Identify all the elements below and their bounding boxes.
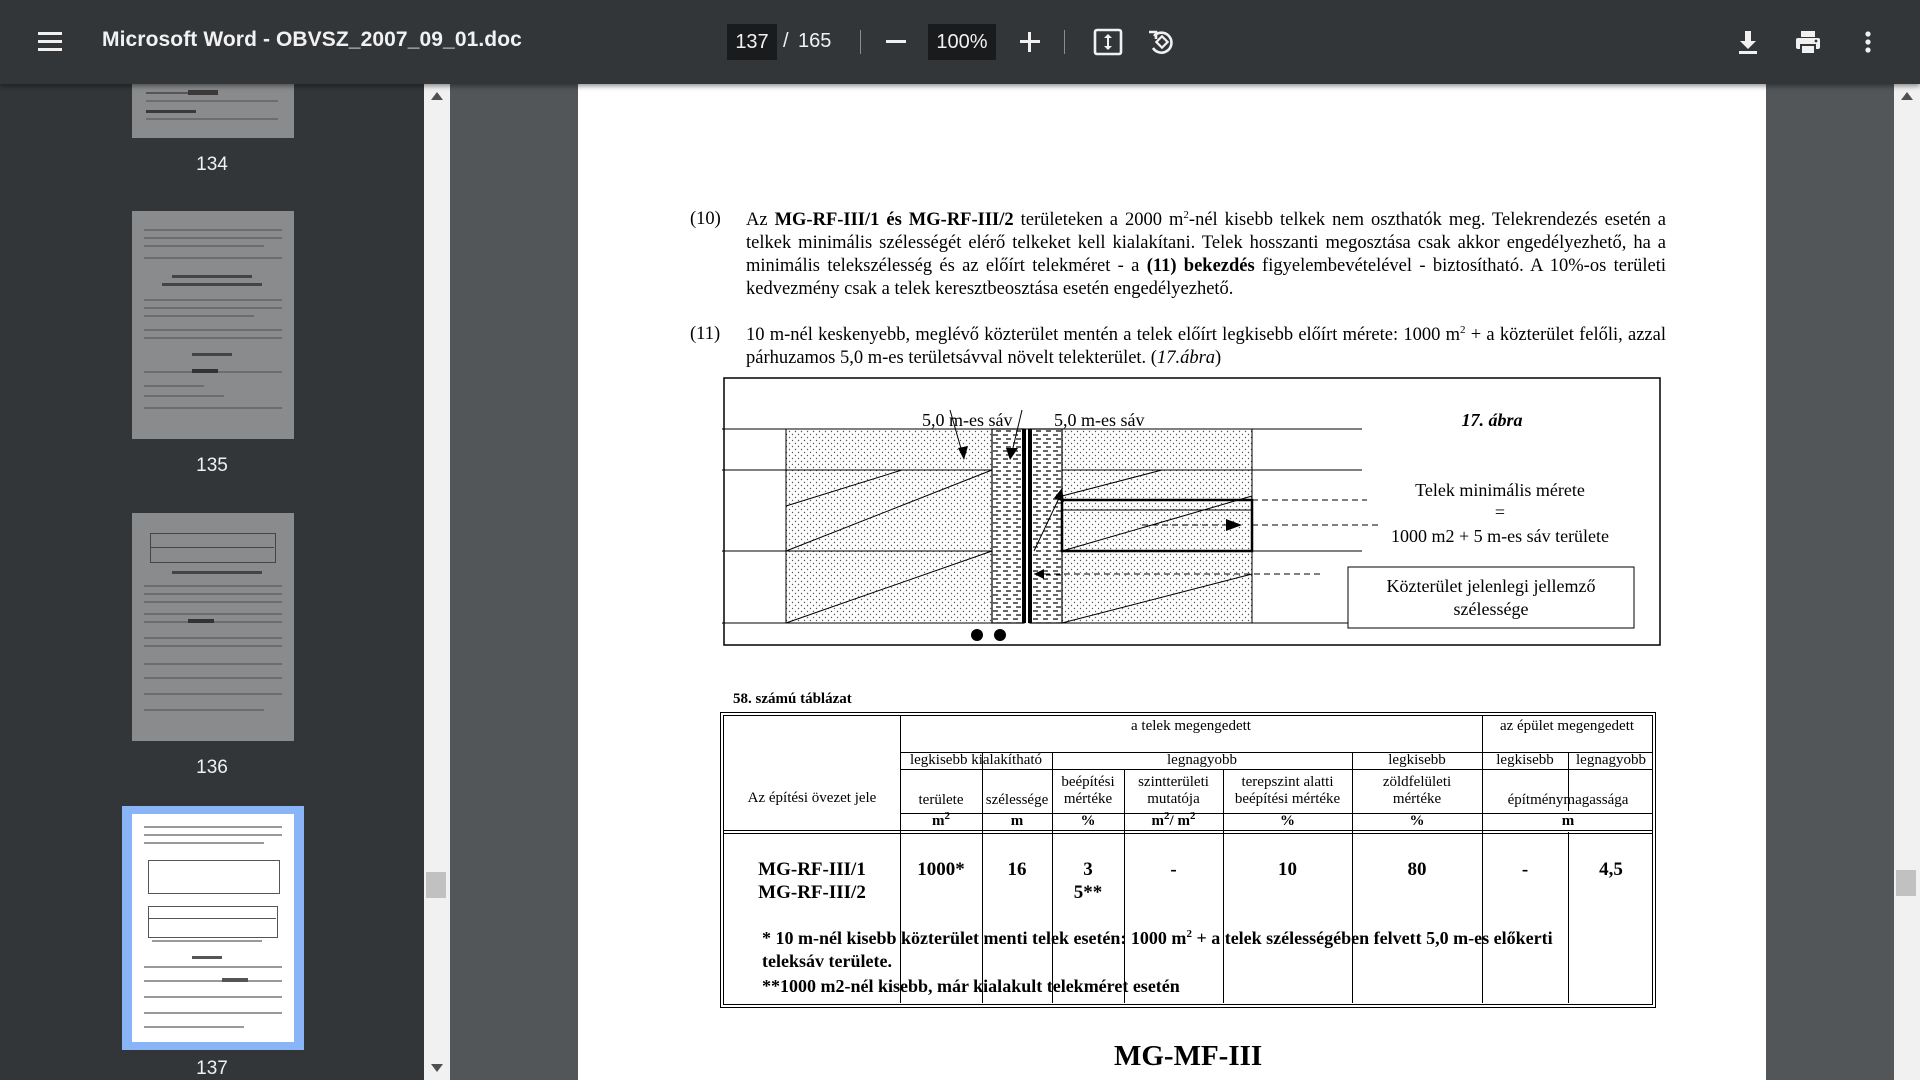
paragraph-number: (11) — [690, 324, 721, 344]
section-heading: MG-MF-III — [1114, 1040, 1263, 1072]
header-underground-ratio: terepszint alatti beépítési mértéke — [1234, 774, 1341, 807]
unit-floor: $m^2/$ $m^2$ — [1151, 810, 1196, 829]
table-row-zone: MG-RF-III/1 MG-RF-III/2 — [758, 859, 866, 903]
more-vertical-icon[interactable] — [1846, 20, 1890, 64]
scroll-down-arrow-icon[interactable] — [431, 1064, 443, 1072]
document-page — [578, 84, 1766, 1080]
table-footnote-1: * 10 m-nél kisebb közterület menti telek esetén: 1000 $m^2 + a$ telek szélességében felvett 5,0 m-es előkerti — [762, 928, 1553, 948]
header-zone: Az építési övezet jele — [747, 790, 877, 806]
page-thumbnail[interactable] — [132, 513, 294, 741]
zoom-input[interactable] — [928, 24, 996, 60]
header-building-group: az épület megengedett — [1499, 718, 1635, 734]
document-scrollbar[interactable] — [1894, 84, 1920, 1080]
cell-built: 3 5** — [1073, 859, 1103, 903]
page-thumbnail[interactable] — [132, 211, 294, 439]
table-footnote-2: **1000 m2-nél kisebb, már kialakult telekméret esetén — [762, 976, 1180, 996]
unit-underground: % — [1280, 813, 1295, 829]
document-title: Microsoft Word - OBVSZ_2007_09_01.doc — [102, 28, 522, 51]
pdf-toolbar — [0, 0, 1920, 84]
thumbnail-label: 135 — [196, 455, 228, 476]
paragraph-10: Az MG-RF-III/1 és MG-RF-III/2 területeken a 2000 $m^2$-nél kisebb telkek nem oszthatók meg. Telekrendezés esetén a telkek minimális szélességét elérő telkeket kell kialakítani. Telek hosszanti megosztása csak akkor engedélyezhető, ha a minimális telekszélesség és az előírt telekméret - a (11) bekezdés figyelembevételével - biztosítható. A 10%-os területi kedvezmény csak a telek keresztbeosztása esetén engedélyezhető. — [746, 208, 1667, 299]
header-smallest: legkisebb — [1388, 752, 1446, 768]
scrollbar-thumb[interactable] — [1896, 870, 1916, 896]
min-size-label-2: 1000 m2 + 5 m-es sáv területe — [1390, 526, 1610, 546]
table-caption: 58. számú táblázat — [733, 691, 852, 707]
header-building-largest: legnagyobb — [1576, 752, 1646, 768]
min-size-equals: = — [1494, 502, 1506, 522]
minus-icon[interactable] — [874, 20, 918, 64]
unit-area: $m^2$ — [932, 810, 950, 829]
cell-height-max: 4,5 — [1599, 859, 1623, 880]
min-size-label-1: Telek minimális mérete — [1415, 480, 1585, 500]
strip-label-right: 5,0 m-es sáv — [1054, 410, 1145, 430]
header-area: területe — [918, 792, 964, 808]
figure-title: 17. ábra — [1461, 410, 1523, 430]
scrollbar-thumb[interactable] — [426, 872, 446, 898]
unit-built: % — [1080, 813, 1096, 829]
table-footnote-1-cont: teleksáv területe. — [762, 951, 892, 971]
cell-green: 80 — [1407, 859, 1427, 880]
cell-width: 16 — [1007, 859, 1027, 880]
header-width: szélessége — [985, 792, 1049, 808]
paragraph-number: (10) — [690, 209, 721, 229]
thumbnail-label: 137 — [196, 1058, 228, 1079]
header-smallest-formable: legkisebb kialakítható — [909, 752, 1043, 768]
header-green-ratio: zöldfelületi mértéke — [1382, 774, 1452, 807]
street-label-1: Közterület jelenlegi jellemző — [1386, 576, 1596, 596]
scroll-up-arrow-icon[interactable] — [431, 92, 443, 100]
paragraph-11: 10 m-nél keskenyebb, meglévő közterület mentén a telek előírt legkisebb előírt mérete: 1000 $m^2 + a$ közterület felőli, azzal párhuzamos 5,0 m-es területsávval növelt telekterület. (17.ábra) — [746, 323, 1666, 368]
fit-to-page-icon[interactable] — [1086, 20, 1130, 64]
toolbar-divider — [860, 30, 861, 54]
figure-17-diagram — [722, 376, 1662, 647]
page-thumbnail-selected[interactable] — [132, 814, 294, 1042]
page-thumbnail[interactable] — [132, 84, 294, 138]
rotate-counterclockwise-icon[interactable] — [1140, 20, 1184, 64]
page-total: 165 — [798, 30, 832, 52]
cell-underground: 10 — [1278, 859, 1297, 880]
page-separator: / — [783, 30, 789, 52]
plus-icon[interactable] — [1008, 20, 1052, 64]
print-icon[interactable] — [1786, 20, 1830, 64]
unit-green: % — [1409, 813, 1425, 829]
header-built-ratio: beépítési mértéke — [1061, 774, 1115, 807]
toolbar-divider — [1064, 30, 1065, 54]
header-plot-group: a telek megengedett — [1131, 718, 1251, 734]
page-number-input[interactable] — [727, 24, 777, 60]
hamburger-menu-icon[interactable] — [28, 22, 72, 62]
header-building-height: építménymagassága — [1507, 792, 1629, 808]
unit-height: m — [1561, 813, 1575, 829]
thumbnail-label: 136 — [196, 757, 228, 778]
scroll-up-arrow-icon[interactable] — [1901, 92, 1913, 100]
sidebar-scrollbar[interactable] — [424, 84, 450, 1080]
header-building-smallest: legkisebb — [1496, 752, 1554, 768]
header-largest: legnagyobb — [1167, 752, 1237, 768]
cell-area: 1000* — [917, 859, 965, 880]
thumbnail-label: 134 — [196, 154, 228, 175]
strip-label-left: 5,0 m-es sáv — [922, 410, 1013, 430]
unit-width: m — [1010, 813, 1024, 829]
cell-height-min: - — [1521, 859, 1529, 880]
header-floor-area-ratio: szintterületi mutatója — [1138, 774, 1209, 807]
thumbnail-sidebar — [0, 84, 424, 1080]
cell-floor: - — [1170, 859, 1177, 880]
download-icon[interactable] — [1726, 20, 1770, 64]
street-label-2: szélessége — [1453, 599, 1529, 619]
